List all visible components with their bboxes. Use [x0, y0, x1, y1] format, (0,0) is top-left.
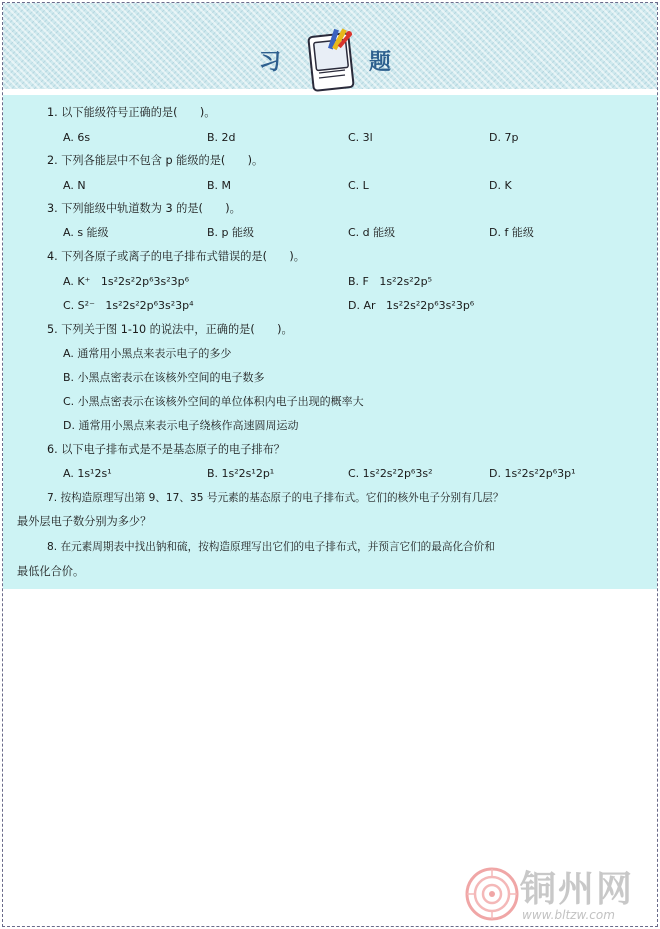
q4-option-b	[348, 274, 432, 290]
q3-option-c: C. d 能级	[348, 226, 396, 239]
q4-option-d-config: 1s²2s²2p⁶3s²3p⁶	[386, 299, 475, 312]
q4-option-d-label: D. Ar	[348, 299, 376, 312]
question-8-stem-line-1: 8. 在元素周期表中找出钠和硫，按构造原理写出它们的电子排布式，并预言它们的最高化合价和	[47, 541, 495, 553]
q4-option-c-config: 1s²2s²2p⁶3s²3p⁴	[105, 299, 194, 312]
q2-option-d: D. K	[489, 179, 512, 192]
q3-option-d: D. f 能级	[489, 226, 534, 239]
q1-option-a: A. 6s	[63, 131, 91, 144]
question-1-stem: 1. 以下能级符号正确的是( )。	[47, 106, 216, 119]
q4-option-a-config: 1s²2s²2p⁶3s²3p⁶	[100, 275, 190, 288]
header-band	[3, 3, 657, 89]
notebook-icon	[305, 25, 361, 95]
q4-option-b-config: 1s²2s²2p⁵	[379, 275, 433, 288]
q4-option-a	[63, 274, 189, 290]
q1-option-c: C. 3l	[348, 131, 373, 144]
q1-option-d: D. 7p	[489, 131, 519, 144]
q2-option-c: C. L	[348, 179, 369, 192]
question-7-stem-line-2: 最外层电子数分别为多少？	[17, 515, 152, 528]
q4-option-a-label: A. K⁺	[63, 275, 91, 288]
q5-option-c: C. 小黑点密表示在该核外空间的单位体积内电子出现的概率大	[63, 395, 364, 408]
q4-option-c	[63, 298, 194, 314]
q3-option-a: A. s 能级	[63, 226, 109, 239]
q4-option-c-label: C. S²⁻	[63, 299, 95, 312]
question-3-stem: 3. 下列能级中轨道数为 3 的是( )。	[47, 202, 241, 215]
q6-option-a: A. 1s¹2s¹	[63, 467, 112, 480]
question-5-stem: 5. 下列关于图 1-10 的说法中，正确的是( )。	[47, 323, 293, 336]
q5-option-b: B. 小黑点密表示在该核外空间的电子数多	[63, 371, 265, 384]
watermark-url: www.bltzw.com	[522, 908, 615, 922]
q3-option-b: B. p 能级	[207, 226, 255, 239]
q1-option-b: B. 2d	[207, 131, 236, 144]
question-8-stem-line-2: 最低化合价。	[17, 565, 85, 578]
watermark-text: 铜州网	[520, 868, 635, 910]
q5-option-a: A. 通常用小黑点来表示电子的多少	[63, 347, 232, 360]
header-title-right: 题	[369, 50, 393, 75]
q5-option-d: D. 通常用小黑点来表示电子绕核作高速圆周运动	[63, 419, 299, 432]
watermark-logo-icon	[464, 866, 520, 922]
question-7-stem-line-1: 7. 按构造原理写出第 9、17、35 号元素的基态原子的电子排布式。它们的核外电子分别有几层？	[47, 492, 504, 504]
q6-option-b: B. 1s²2s¹2p¹	[207, 467, 275, 480]
header-title-left: 习	[259, 50, 283, 75]
q2-option-a: A. N	[63, 179, 86, 192]
q6-option-c: C. 1s²2s²2p⁶3s²	[348, 467, 433, 480]
q4-option-b-label: B. F	[348, 275, 369, 288]
q4-option-d	[348, 298, 474, 314]
q2-option-b: B. M	[207, 179, 232, 192]
question-4-stem: 4. 下列各原子或离子的电子排布式错误的是( )。	[47, 250, 305, 263]
exercise-page	[2, 2, 658, 927]
question-6-stem: 6. 以下电子排布式是不是基态原子的电子排布？	[47, 443, 285, 456]
q6-option-d: D. 1s²2s²2p⁶3p¹	[489, 467, 576, 480]
question-2-stem: 2. 下列各能层中不包含 p 能级的是( )。	[47, 154, 264, 167]
